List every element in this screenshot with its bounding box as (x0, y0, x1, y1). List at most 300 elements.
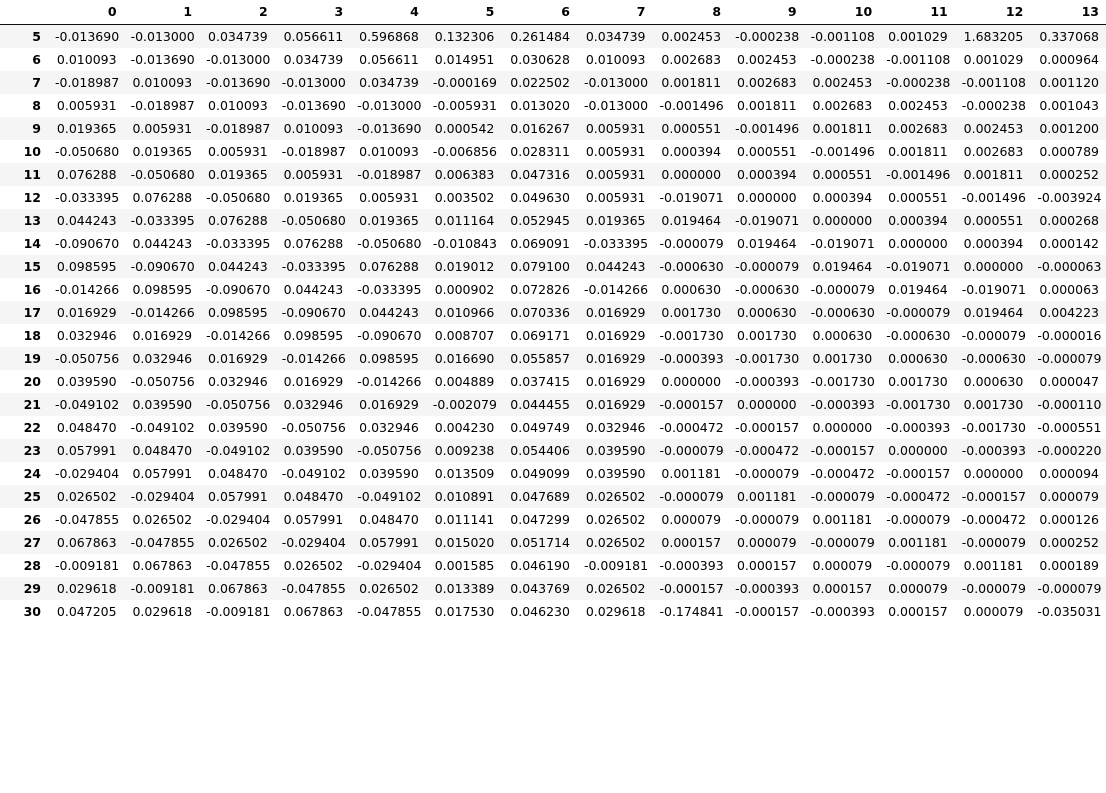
table-cell: 0.051714 (501, 531, 577, 554)
table-cell: 0.000063 (1030, 278, 1106, 301)
table-cell: 0.005931 (199, 140, 275, 163)
table-cell: 0.000047 (1030, 370, 1106, 393)
table-cell: -0.013000 (577, 94, 653, 117)
table-cell: 0.001811 (653, 71, 729, 94)
table-cell: 0.057991 (124, 462, 200, 485)
table-cell: 0.001811 (804, 117, 880, 140)
table-cell: 0.057991 (199, 485, 275, 508)
table-cell: 0.044455 (501, 393, 577, 416)
table-cell: 0.069171 (501, 324, 577, 347)
table-cell: 0.000000 (728, 186, 804, 209)
table-cell: -0.047855 (199, 554, 275, 577)
table-cell: 0.067863 (199, 577, 275, 600)
table-row (0, 485, 1106, 508)
row-index-cell: 21 (0, 393, 48, 416)
table-cell: -0.000079 (955, 324, 1031, 347)
table-cell: 0.001181 (955, 554, 1031, 577)
table-cell: -0.000157 (653, 577, 729, 600)
table-cell: 0.000079 (1030, 485, 1106, 508)
table-row (0, 462, 1106, 485)
table-cell: 0.070336 (501, 301, 577, 324)
table-cell: 0.000630 (653, 278, 729, 301)
table-cell: 0.000394 (879, 209, 955, 232)
table-row (0, 577, 1106, 600)
table-cell: 0.001585 (426, 554, 502, 577)
table-cell: 0.034739 (199, 25, 275, 49)
table-row (0, 140, 1106, 163)
table-cell: 0.006383 (426, 163, 502, 186)
table-cell: -0.014266 (577, 278, 653, 301)
table-cell: 0.019464 (879, 278, 955, 301)
table-cell: -0.000393 (653, 554, 729, 577)
table-row (0, 25, 1106, 49)
table-cell: -0.009181 (124, 577, 200, 600)
table-cell: 0.056611 (275, 25, 351, 49)
table-cell: 0.000394 (955, 232, 1031, 255)
table-cell: 0.000079 (728, 531, 804, 554)
table-cell: 0.049749 (501, 416, 577, 439)
table-cell: 0.005931 (124, 117, 200, 140)
table-cell: -0.000393 (653, 347, 729, 370)
table-cell: -0.013000 (199, 48, 275, 71)
table-cell: -0.014266 (350, 370, 426, 393)
table-cell: 0.000157 (728, 554, 804, 577)
table-cell: -0.000472 (955, 508, 1031, 531)
table-cell: -0.013000 (275, 71, 351, 94)
table-row (0, 209, 1106, 232)
table-cell: 0.003502 (426, 186, 502, 209)
table-cell: 0.057991 (48, 439, 124, 462)
table-cell: 0.000902 (426, 278, 502, 301)
table-cell: 0.049630 (501, 186, 577, 209)
table-cell: -0.013000 (350, 94, 426, 117)
table-cell: 0.044243 (577, 255, 653, 278)
table-cell: 0.039590 (350, 462, 426, 485)
table-cell: 0.005931 (350, 186, 426, 209)
table-cell: -0.000630 (728, 278, 804, 301)
table-cell: -0.033395 (350, 278, 426, 301)
table-cell: 0.019365 (124, 140, 200, 163)
table-cell: -0.000472 (653, 416, 729, 439)
table-cell: -0.006856 (426, 140, 502, 163)
table-cell: 0.046230 (501, 600, 577, 623)
table-cell: 0.000551 (728, 140, 804, 163)
table-cell: 0.000551 (879, 186, 955, 209)
table-cell: 0.000000 (728, 393, 804, 416)
table-cell: 0.076288 (350, 255, 426, 278)
table-cell: 0.032946 (124, 347, 200, 370)
table-row (0, 163, 1106, 186)
table-cell: 0.000268 (1030, 209, 1106, 232)
table-cell: -0.018987 (48, 71, 124, 94)
table-cell: 0.026502 (275, 554, 351, 577)
table-cell: -0.000630 (804, 301, 880, 324)
table-cell: 0.026502 (350, 577, 426, 600)
table-cell: 0.001120 (1030, 71, 1106, 94)
table-cell: 0.000000 (955, 255, 1031, 278)
table-cell: 0.000079 (804, 554, 880, 577)
table-cell: 0.049099 (501, 462, 577, 485)
table-cell: 0.000189 (1030, 554, 1106, 577)
table-cell: 0.039590 (577, 462, 653, 485)
table-cell: 0.010093 (275, 117, 351, 140)
table-cell: -0.050756 (124, 370, 200, 393)
table-cell: 0.000542 (426, 117, 502, 140)
table-row (0, 508, 1106, 531)
table-cell: 0.016929 (350, 393, 426, 416)
table-cell: -0.009181 (48, 554, 124, 577)
table-cell: 0.002683 (879, 117, 955, 140)
table-cell: -0.000079 (653, 485, 729, 508)
table-cell: -0.001496 (653, 94, 729, 117)
table-cell: 0.002453 (728, 48, 804, 71)
table-cell: 0.039590 (199, 416, 275, 439)
table-cell: -0.018987 (124, 94, 200, 117)
table-cell: 0.000157 (879, 600, 955, 623)
row-index-cell: 28 (0, 554, 48, 577)
row-index-cell: 25 (0, 485, 48, 508)
table-cell: -0.000393 (955, 439, 1031, 462)
table-cell: 0.044243 (199, 255, 275, 278)
table-cell: 0.016929 (577, 370, 653, 393)
table-cell: 0.016929 (577, 324, 653, 347)
table-cell: 0.000789 (1030, 140, 1106, 163)
table-cell: 0.001811 (955, 163, 1031, 186)
table-cell: 0.019365 (199, 163, 275, 186)
table-cell: -0.000472 (879, 485, 955, 508)
table-cell: 0.076288 (199, 209, 275, 232)
table-row (0, 324, 1106, 347)
table-cell: -0.033395 (275, 255, 351, 278)
column-header: 0 (48, 0, 124, 25)
table-cell: -0.019071 (879, 255, 955, 278)
table-cell: 0.002453 (653, 25, 729, 49)
table-cell: 0.079100 (501, 255, 577, 278)
table-cell: -0.047855 (350, 600, 426, 623)
table-cell: -0.001496 (879, 163, 955, 186)
row-index-cell: 19 (0, 347, 48, 370)
table-cell: 0.048470 (199, 462, 275, 485)
row-index-cell: 30 (0, 600, 48, 623)
row-index-cell: 22 (0, 416, 48, 439)
table-row (0, 255, 1106, 278)
table-cell: -0.019071 (804, 232, 880, 255)
table-cell: 0.019365 (275, 186, 351, 209)
table-cell: -0.000630 (955, 347, 1031, 370)
table-cell: -0.000157 (804, 439, 880, 462)
table-cell: -0.000393 (728, 370, 804, 393)
table-cell: -0.013000 (577, 71, 653, 94)
table-cell: -0.000079 (955, 577, 1031, 600)
table-cell: -0.035031 (1030, 600, 1106, 623)
table-cell: 0.016267 (501, 117, 577, 140)
column-header: 5 (426, 0, 502, 25)
row-index-cell: 17 (0, 301, 48, 324)
table-cell: -0.010843 (426, 232, 502, 255)
column-header: 4 (350, 0, 426, 25)
table-cell: -0.000079 (1030, 347, 1106, 370)
row-index-cell: 20 (0, 370, 48, 393)
table-cell: 0.076288 (124, 186, 200, 209)
table-cell: 0.001029 (879, 25, 955, 49)
table-cell: 0.000551 (653, 117, 729, 140)
table-cell: 0.261484 (501, 25, 577, 49)
table-cell: 0.337068 (1030, 25, 1106, 49)
table-cell: 0.001811 (728, 94, 804, 117)
table-row (0, 48, 1106, 71)
table-cell: 0.004889 (426, 370, 502, 393)
row-index-cell: 13 (0, 209, 48, 232)
table-cell: 0.000142 (1030, 232, 1106, 255)
table-cell: 0.004223 (1030, 301, 1106, 324)
table-row (0, 439, 1106, 462)
table-cell: 0.072826 (501, 278, 577, 301)
table-cell: 0.010093 (577, 48, 653, 71)
table-cell: -0.003924 (1030, 186, 1106, 209)
table-cell: -0.090670 (350, 324, 426, 347)
table-cell: 0.026502 (577, 577, 653, 600)
table-cell: 0.076288 (275, 232, 351, 255)
table-cell: 0.000126 (1030, 508, 1106, 531)
table-cell: 0.008707 (426, 324, 502, 347)
table-cell: 0.029618 (124, 600, 200, 623)
table-cell: 0.001730 (653, 301, 729, 324)
row-index-cell: 11 (0, 163, 48, 186)
table-cell: 0.000000 (804, 209, 880, 232)
table-cell: 0.005931 (577, 163, 653, 186)
table-cell: 0.002453 (955, 117, 1031, 140)
table-cell: 0.048470 (275, 485, 351, 508)
column-header: 10 (804, 0, 880, 25)
table-cell: 0.000000 (804, 416, 880, 439)
table-cell: 0.010966 (426, 301, 502, 324)
table-cell: 0.000000 (653, 370, 729, 393)
table-cell: -0.018987 (199, 117, 275, 140)
table-cell: 0.098595 (124, 278, 200, 301)
table-cell: 0.009238 (426, 439, 502, 462)
table-cell: -0.049102 (275, 462, 351, 485)
table-cell: -0.047855 (275, 577, 351, 600)
table-cell: -0.013690 (199, 71, 275, 94)
table-cell: 0.016929 (48, 301, 124, 324)
table-cell: 0.000252 (1030, 163, 1106, 186)
table-row (0, 94, 1106, 117)
table-cell: -0.001730 (728, 347, 804, 370)
table-cell: 0.047205 (48, 600, 124, 623)
table-cell: -0.000157 (879, 462, 955, 485)
table-cell: -0.050680 (350, 232, 426, 255)
table-cell: -0.001496 (804, 140, 880, 163)
table-cell: -0.049102 (350, 485, 426, 508)
row-index-cell: 9 (0, 117, 48, 140)
table-cell: 0.048470 (124, 439, 200, 462)
row-index-cell: 23 (0, 439, 48, 462)
table-cell: 0.011164 (426, 209, 502, 232)
table-cell: 0.022502 (501, 71, 577, 94)
table-cell: -0.000393 (879, 416, 955, 439)
table-cell: 0.044243 (124, 232, 200, 255)
table-cell: -0.009181 (199, 600, 275, 623)
table-cell: -0.000079 (728, 255, 804, 278)
table-cell: -0.000079 (653, 232, 729, 255)
row-index-cell: 29 (0, 577, 48, 600)
table-cell: -0.001496 (728, 117, 804, 140)
table-cell: 0.002453 (804, 71, 880, 94)
table-cell: -0.018987 (350, 163, 426, 186)
table-cell: 0.019464 (653, 209, 729, 232)
table-cell: 0.000551 (955, 209, 1031, 232)
table-cell: 0.001730 (728, 324, 804, 347)
table-cell: 0.046190 (501, 554, 577, 577)
table-cell: 0.048470 (350, 508, 426, 531)
column-header: 2 (199, 0, 275, 25)
table-cell: 0.098595 (48, 255, 124, 278)
table-cell: 0.014951 (426, 48, 502, 71)
table-cell: -0.000551 (1030, 416, 1106, 439)
table-cell: 0.026502 (577, 485, 653, 508)
table-cell: 0.039590 (48, 370, 124, 393)
table-cell: -0.000169 (426, 71, 502, 94)
table-cell: -0.000079 (804, 485, 880, 508)
table-cell: 0.000079 (955, 600, 1031, 623)
table-cell: 0.032946 (275, 393, 351, 416)
table-cell: 0.028311 (501, 140, 577, 163)
table-cell: -0.000157 (728, 600, 804, 623)
table-cell: -0.013690 (350, 117, 426, 140)
table-row (0, 600, 1106, 623)
table-cell: 0.052945 (501, 209, 577, 232)
table-cell: 0.029618 (577, 600, 653, 623)
table-cell: 0.010093 (48, 48, 124, 71)
table-cell: -0.000079 (879, 508, 955, 531)
row-index-cell: 10 (0, 140, 48, 163)
table-cell: -0.001730 (879, 393, 955, 416)
table-cell: 0.011141 (426, 508, 502, 531)
table-cell: 0.010093 (350, 140, 426, 163)
table-cell: -0.013690 (275, 94, 351, 117)
table-cell: -0.029404 (199, 508, 275, 531)
table-cell: 0.000252 (1030, 531, 1106, 554)
table-cell: -0.050756 (199, 393, 275, 416)
table-cell: -0.000079 (728, 462, 804, 485)
table-cell: 0.000000 (879, 439, 955, 462)
table-cell: -0.050680 (275, 209, 351, 232)
table-cell: -0.090670 (48, 232, 124, 255)
table-cell: 0.000394 (728, 163, 804, 186)
table-cell: 0.034739 (577, 25, 653, 49)
table-cell: 0.054406 (501, 439, 577, 462)
table-cell: -0.050756 (350, 439, 426, 462)
table-cell: 0.010891 (426, 485, 502, 508)
table-row (0, 370, 1106, 393)
table-cell: -0.029404 (48, 462, 124, 485)
table-cell: 0.002683 (728, 71, 804, 94)
table-row (0, 278, 1106, 301)
table-cell: -0.000016 (1030, 324, 1106, 347)
table-cell: 0.019464 (955, 301, 1031, 324)
table-cell: -0.009181 (577, 554, 653, 577)
table-cell: 0.000630 (955, 370, 1031, 393)
table-cell: 0.013020 (501, 94, 577, 117)
table-cell: 0.005931 (577, 117, 653, 140)
table-cell: -0.033395 (48, 186, 124, 209)
table-cell: -0.005931 (426, 94, 502, 117)
table-cell: -0.018987 (275, 140, 351, 163)
table-row (0, 393, 1106, 416)
table-cell: 0.016929 (577, 347, 653, 370)
row-index-cell: 18 (0, 324, 48, 347)
table-cell: -0.090670 (275, 301, 351, 324)
table-cell: 0.000079 (653, 508, 729, 531)
row-index-cell: 12 (0, 186, 48, 209)
table-cell: 0.000394 (653, 140, 729, 163)
table-cell: -0.049102 (199, 439, 275, 462)
table-cell: 0.000000 (879, 232, 955, 255)
row-index-cell: 27 (0, 531, 48, 554)
table-cell: -0.000238 (804, 48, 880, 71)
table-cell: -0.000079 (879, 554, 955, 577)
table-body (0, 25, 1106, 624)
table-cell: 0.000000 (653, 163, 729, 186)
table-cell: -0.000079 (728, 508, 804, 531)
table-cell: 0.015020 (426, 531, 502, 554)
table-cell: 0.019365 (577, 209, 653, 232)
table-cell: 0.000964 (1030, 48, 1106, 71)
table-cell: 0.019365 (350, 209, 426, 232)
table-cell: 0.067863 (275, 600, 351, 623)
table-cell: -0.000157 (653, 393, 729, 416)
table-cell: 0.034739 (275, 48, 351, 71)
table-cell: 0.001730 (804, 347, 880, 370)
table-cell: 0.098595 (275, 324, 351, 347)
table-cell: -0.019071 (955, 278, 1031, 301)
table-cell: 0.047689 (501, 485, 577, 508)
table-cell: 0.056611 (350, 48, 426, 71)
table-cell: -0.000238 (879, 71, 955, 94)
row-index-cell: 5 (0, 25, 48, 49)
table-cell: 0.013509 (426, 462, 502, 485)
table-row (0, 554, 1106, 577)
table-row (0, 117, 1106, 140)
table-cell: 0.000394 (804, 186, 880, 209)
table-cell: -0.002079 (426, 393, 502, 416)
table-cell: 0.047316 (501, 163, 577, 186)
table-cell: 0.001730 (879, 370, 955, 393)
table-cell: 0.039590 (124, 393, 200, 416)
table-cell: 0.048470 (48, 416, 124, 439)
table-cell: -0.000630 (879, 324, 955, 347)
column-header: 3 (275, 0, 351, 25)
table-cell: 0.001181 (728, 485, 804, 508)
table-cell: -0.001730 (804, 370, 880, 393)
table-cell: 0.019365 (48, 117, 124, 140)
table-cell: -0.047855 (48, 508, 124, 531)
table-cell: 0.016929 (124, 324, 200, 347)
table-cell: -0.000393 (804, 600, 880, 623)
row-index-cell: 8 (0, 94, 48, 117)
table-cell: -0.033395 (577, 232, 653, 255)
table-row (0, 71, 1106, 94)
table-cell: -0.000063 (1030, 255, 1106, 278)
table-cell: -0.001496 (955, 186, 1031, 209)
table-cell: -0.029404 (275, 531, 351, 554)
table-cell: -0.019071 (653, 186, 729, 209)
table-cell: 0.005931 (275, 163, 351, 186)
table-cell: -0.050680 (124, 163, 200, 186)
table-cell: -0.050756 (48, 347, 124, 370)
table-cell: 0.019012 (426, 255, 502, 278)
table-cell: -0.050680 (48, 140, 124, 163)
